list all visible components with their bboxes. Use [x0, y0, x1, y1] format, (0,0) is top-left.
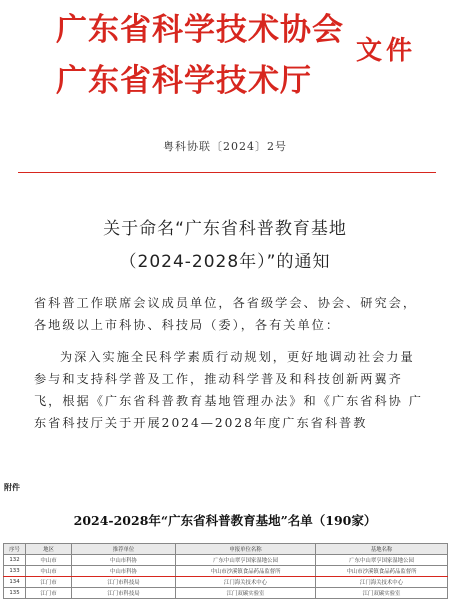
table-row-highlighted: 133 中山市 中山市科协 中山市沙溪镇食品药品监督所 中山市沙溪镇食品药品监督所 — [4, 566, 448, 577]
body-paragraph: 为深入实施全民科学素质行动规划，更好地调动社会力量参与和支持科学普及工作，推动科学普及和科技创新两翼齐飞，根据《广东省科普教育基地管理办法》和《广东省科协 广东省科技厅关于开展2024—2028年度广东省科普教 — [34, 350, 423, 430]
base-list-table — [3, 543, 448, 599]
issuer-line-1: 广东省科学技术协会 — [56, 12, 344, 48]
issuer-line-2: 广东省科学技术厅 — [56, 63, 312, 99]
attachment-label: 附件 — [4, 483, 20, 492]
table-row: 135 江门市 江门市科技局 江门双碳实验室 江门双碳实验室 — [4, 588, 448, 599]
col-region: 地区 — [26, 544, 72, 555]
table-row: 134 江门市 江门市科技局 江门海关技术中心 江门海关技术中心 — [4, 577, 448, 588]
col-index: 序号 — [4, 544, 26, 555]
document-type: 文件 — [356, 36, 417, 66]
notice-title-line-1: 关于命名“广东省科普教育基地 — [103, 219, 347, 239]
col-base-name: 基地名称 — [316, 544, 448, 555]
header-divider — [18, 172, 436, 173]
recipients: 省科普工作联席会议成员单位，各省级学会、协会、研究会，各地级以上市科协、科技局（委），各有关单位： — [34, 296, 418, 332]
table-header-row — [4, 544, 448, 555]
table-row: 132 中山市 中山市科协 广东中山翠亨国家湿地公园 广东中山翠亨国家湿地公园 — [4, 555, 448, 566]
col-applicant: 申报单位名称 — [176, 544, 316, 555]
notice-title-line-2: （2024-2028年）”的通知 — [119, 252, 331, 272]
document-number: 粤科协联〔2024〕2号 — [163, 140, 287, 153]
list-title: 2024-2028年“广东省科普教育基地”名单（190家） — [73, 513, 377, 528]
col-recommender: 推荐单位 — [72, 544, 176, 555]
